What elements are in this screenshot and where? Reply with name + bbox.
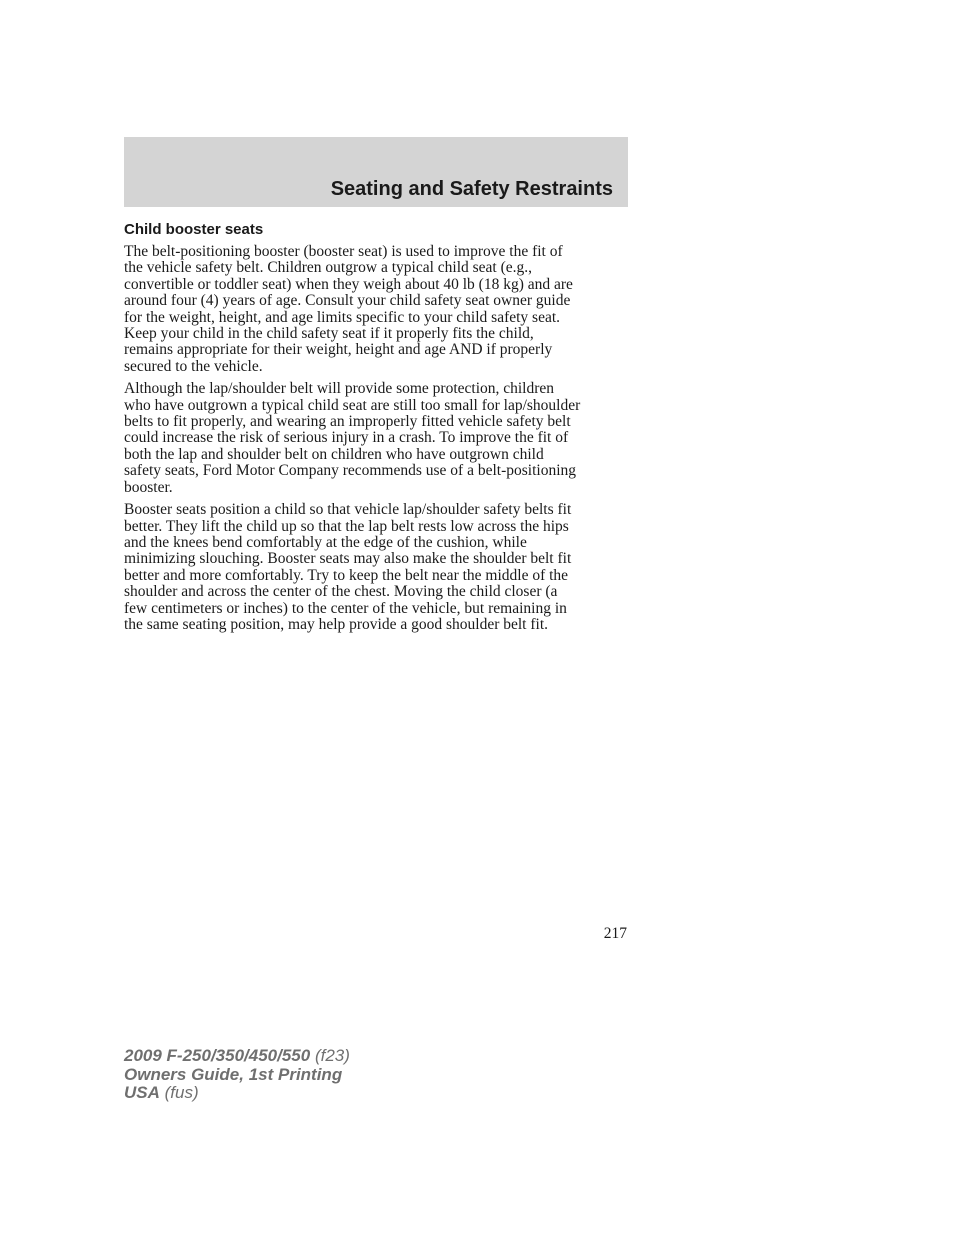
footer-line-model bbox=[124, 1047, 350, 1066]
text-line: few centimeters or inches) to the center of the vehicle, but remaining in bbox=[124, 599, 567, 617]
paragraph-lap-shoulder-belt bbox=[124, 381, 630, 496]
text-line: minimizing slouching. Booster seats may also make the shoulder belt fit bbox=[124, 550, 572, 568]
text-line: both the lap and shoulder belt on children who have outgrown child bbox=[124, 445, 544, 463]
chapter-title: Seating and Safety Restraints bbox=[330, 178, 613, 200]
text-line: better. They lift the child up so that the lap belt rests low across the hips bbox=[124, 517, 569, 535]
text-line: safety seats, Ford Motor Company recommends use of a belt-positioning bbox=[124, 462, 577, 480]
section-heading: Child booster seats bbox=[124, 221, 264, 238]
text-line: could increase the risk of serious injury in a crash. To improve the fit of bbox=[124, 429, 569, 447]
text-line: booster. bbox=[124, 478, 173, 496]
page-content bbox=[124, 220, 630, 639]
section-header-band bbox=[124, 137, 628, 207]
footer-market-code: (fus) bbox=[159, 1083, 199, 1102]
text-line: Although the lap/shoulder belt will provide some protection, children bbox=[124, 380, 555, 398]
paragraph-booster-intro bbox=[124, 244, 630, 375]
footer-guide: Owners Guide, 1st Printing bbox=[124, 1064, 343, 1084]
text-line: better and more comfortably. Try to keep the belt near the middle of the bbox=[124, 566, 569, 584]
footer-model-code: (f23) bbox=[310, 1046, 350, 1065]
text-line: who have outgrown a typical child seat are still too small for lap/shoulder bbox=[124, 396, 581, 414]
text-line: Booster seats position a child so that vehicle lap/shoulder safety belts fit bbox=[124, 501, 572, 519]
text-line: belts to fit properly, and wearing an improperly fitted vehicle safety belt bbox=[124, 413, 571, 431]
text-line: Keep your child in the child safety seat if it properly fits the child, bbox=[124, 325, 534, 343]
text-line: secured to the vehicle. bbox=[124, 357, 263, 375]
text-line: shoulder and across the center of the chest. Moving the child closer (a bbox=[124, 583, 558, 601]
text-line: the same seating position, may help provide a good shoulder belt fit. bbox=[124, 615, 549, 633]
text-line: the vehicle safety belt. Children outgrow a typical child seat (e.g., bbox=[124, 259, 533, 277]
paragraph-booster-position bbox=[124, 502, 630, 633]
text-line: convertible or toddler seat) when they weigh about 40 lb (18 kg) and are bbox=[124, 275, 573, 293]
footer-model: 2009 F-250/350/450/550 bbox=[124, 1046, 311, 1065]
text-line: The belt-positioning booster (booster seat) is used to improve the fit of bbox=[124, 243, 563, 260]
document-footer bbox=[124, 1047, 350, 1103]
text-line: remains appropriate for their weight, height and age AND if properly bbox=[124, 341, 553, 359]
text-line: for the weight, height, and age limits specific to your child safety seat. bbox=[124, 308, 561, 326]
footer-line-guide bbox=[124, 1066, 350, 1085]
text-line: around four (4) years of age. Consult your child safety seat owner guide bbox=[124, 292, 571, 310]
page-number: 217 bbox=[603, 925, 627, 942]
footer-line-market bbox=[124, 1084, 350, 1103]
text-line: and the knees bend comfortably at the edge of the cushion, while bbox=[124, 533, 527, 551]
footer-market: USA bbox=[124, 1083, 160, 1102]
